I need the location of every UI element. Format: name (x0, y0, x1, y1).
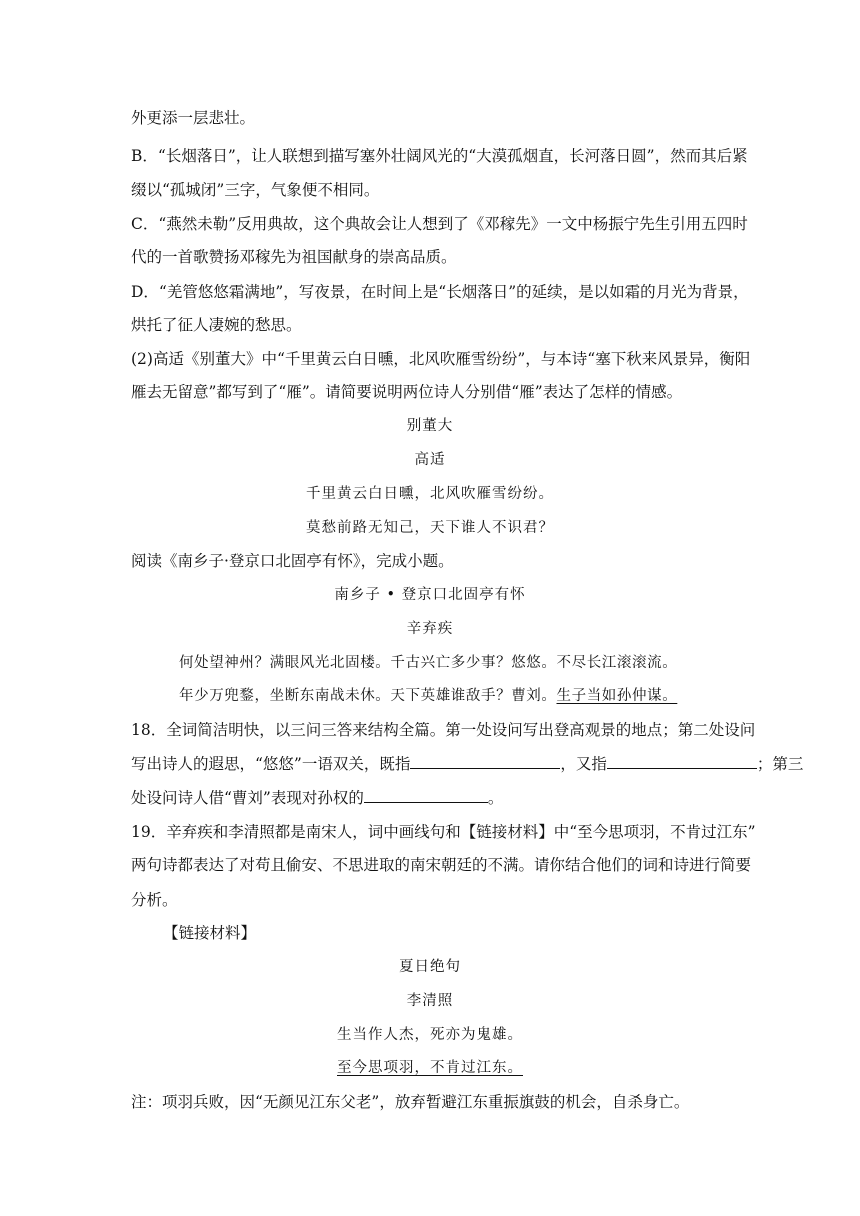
poem-author: 李清照 (406, 993, 454, 1009)
question-18-line: 18．全词简洁明快，以三问三答来结构全篇。第一处设问写出登高观景的地点；第二处设问 (131, 721, 756, 739)
answer-blank-1[interactable] (410, 754, 560, 769)
note: 注：项羽兵败，因“无颜见江东父老”，放弃暂避江东重振旗鼓的机会，自杀身亡。 (131, 1093, 690, 1111)
poem-author: 高适 (414, 452, 446, 468)
poem-title: 南乡子 • 登京口北固亭有怀 (334, 587, 526, 603)
question-2-line: (2)高适《别董大》中“千里黄云白日曛，北风吹雁雪纷纷”，与本诗“塞下秋来风景异，衡阳 (131, 350, 751, 368)
answer-blank-3[interactable] (364, 788, 488, 803)
poem-title: 别董大 (406, 418, 454, 434)
question-19-line: 两句诗都表达了对苟且偷安、不思进取的南宋朝廷的不满。请你结合他们的词和诗进行简要 (131, 856, 752, 874)
poem-line (179, 686, 677, 706)
underlined-verse: 生子当如孙仲谋。 (556, 688, 678, 704)
question-19-line: 19．辛弃疾和李清照都是南宋人，词中画线句和【链接材料】中“至今思项羽，不肯过江东” (131, 823, 756, 841)
q18-text: ，又指 (560, 755, 607, 773)
text-line: 外更添一层悲壮。 (131, 109, 256, 127)
option-b-line: 缀以“孤城闭”三字，气象便不相同。 (131, 181, 380, 199)
poem-line: 千里黄云白日曛，北风吹雁雪纷纷。 (306, 486, 554, 502)
underlined-verse: 至今思项羽，不肯过江东。 (337, 1060, 523, 1076)
poem-line-plain: 年少万兜鍪，坐断东南战未休。天下英雄谁敌手？曹刘。 (179, 688, 557, 704)
option-b-line: B．“长烟落日”，让人联想到描写塞外壮阔风光的“大漠孤烟直，长河落日圆”，然而其后紧 (131, 147, 748, 165)
q18-text: ；第三 (756, 755, 804, 773)
q18-text: 处设问诗人借“曹刘”表现对孙权的 (131, 789, 364, 807)
reading-instruction: 阅读《南乡子·登京口北固亭有怀》，完成小题。 (131, 552, 454, 570)
poem-author: 辛弃疾 (406, 621, 454, 637)
question-2-line: 雁去无留意”都写到了“雁”。请简要说明两位诗人分别借“雁”表达了怎样的情感。 (131, 383, 683, 401)
option-c-line: 代的一首歌赞扬邓稼先为祖国献身的崇高品质。 (131, 248, 457, 266)
answer-blank-2[interactable] (607, 754, 757, 769)
option-d-line: D．“羌管悠悠霜满地”，写夜景，在时间上是“长烟落日”的延续，是以如霜的月光为背景， (131, 283, 749, 301)
question-19-line: 分析。 (131, 891, 178, 909)
poem-title: 夏日绝句 (399, 959, 461, 975)
q18-text: 。 (487, 789, 504, 807)
question-18-line (131, 788, 503, 808)
option-c-line: C．“燕然未勒”反用典故，这个典故会让人想到了《邓稼先》一文中杨振宁先生引用五四时 (131, 215, 748, 233)
poem-line: 莫愁前路无知己，天下谁人不识君？ (306, 520, 554, 536)
poem-line: 何处望神州？满眼风光北固楼。千古兴亡多少事？悠悠。不尽长江滚滚流。 (179, 655, 678, 671)
poem-line: 生当作人杰，死亦为鬼雄。 (337, 1027, 523, 1043)
q18-text: 写出诗人的遐思，“悠悠”一语双关，既指 (131, 755, 411, 773)
question-18-line (131, 754, 803, 774)
option-d-line: 烘托了征人凄婉的愁思。 (131, 316, 302, 334)
link-material-label: 【链接材料】 (163, 924, 257, 942)
poem-line (0, 1058, 860, 1078)
